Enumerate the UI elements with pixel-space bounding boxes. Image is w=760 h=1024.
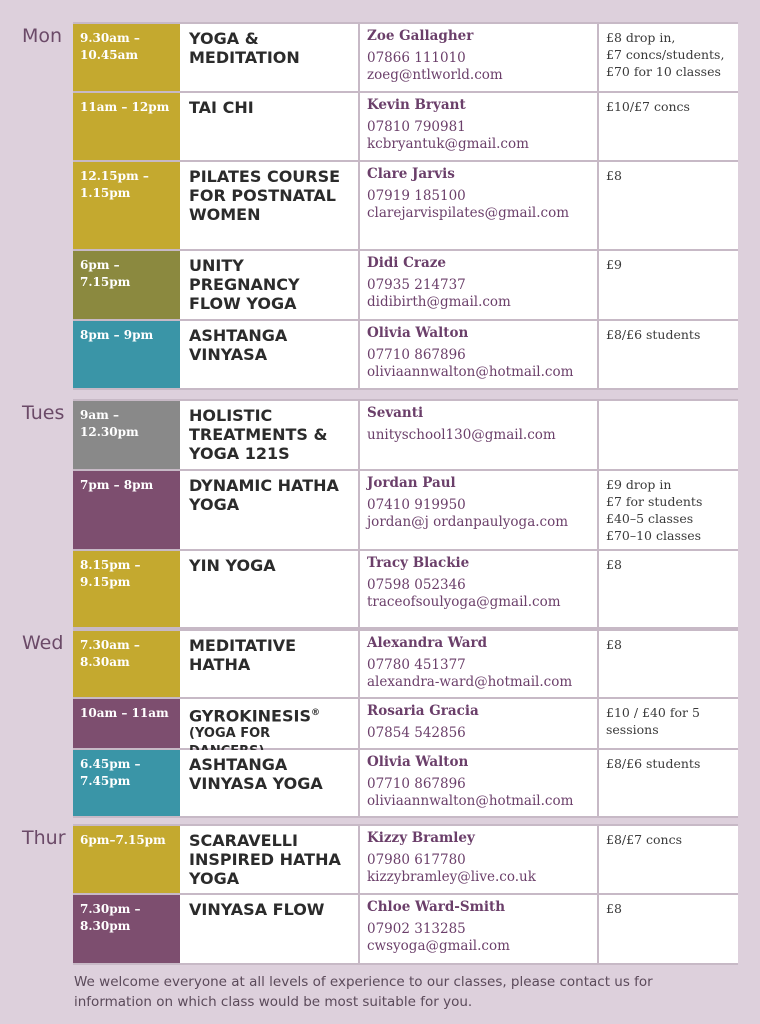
class-row — [73, 93, 738, 162]
teacher-email[interactable]: clarejarvispilates@gmail.com — [367, 205, 570, 221]
teacher-phone: 07980 617780 — [367, 852, 466, 868]
contact-cell — [360, 699, 599, 748]
class-price — [599, 93, 738, 160]
class-time: 6.45pm – 7.45pm — [73, 750, 180, 816]
teacher-name: Kizzy Bramley — [367, 830, 475, 846]
teacher-phone: 07780 451377 — [367, 657, 466, 673]
contact-cell — [360, 162, 599, 249]
teacher-email[interactable]: oliviaannwalton@hotmail.com — [367, 364, 574, 380]
class-row — [73, 401, 738, 471]
contact-cell — [360, 471, 599, 549]
price-line: £8/£6 students — [606, 327, 701, 342]
class-subtitle: (YOGA FOR — [189, 726, 271, 742]
teacher-name: Rosaria Gracia — [367, 703, 479, 719]
class-time: 10am – 11am — [73, 699, 180, 748]
teacher-name: Tracy Blackie — [367, 555, 470, 571]
price-line: £70–10 classes — [606, 528, 702, 543]
class-price — [599, 750, 738, 816]
teacher-phone: 07410 919950 — [367, 497, 466, 513]
class-price — [599, 699, 738, 748]
teacher-name: Chloe Ward-Smith — [367, 899, 506, 915]
teacher-email[interactable]: unityschool130@gmail.com — [367, 427, 556, 443]
teacher-email[interactable]: traceofsoulyoga@gmail.com — [367, 594, 561, 610]
contact-cell — [360, 750, 599, 816]
contact-cell — [360, 321, 599, 388]
class-name: ASHTANGA VINYASA YOGA — [180, 750, 360, 816]
teacher-email[interactable]: jordan@j ordanpaulyoga.com — [367, 514, 569, 530]
class-name: TAI CHI — [180, 93, 360, 160]
price-line: £7 for students — [606, 494, 703, 509]
price-line: £7 concs/students, — [606, 47, 725, 62]
class-price — [599, 471, 738, 549]
class-row — [73, 24, 738, 93]
class-row — [73, 631, 738, 699]
day-group-wed — [73, 629, 738, 818]
class-name: VINYASA FLOW — [180, 895, 360, 963]
price-line: £10 / £40 for 5 sessions — [606, 705, 700, 737]
contact-cell — [360, 631, 599, 697]
price-line: £8 — [606, 901, 622, 916]
teacher-email[interactable]: didibirth@gmail.com — [367, 294, 511, 310]
class-price — [599, 24, 738, 91]
class-time: 9.30am – 10.45am — [73, 24, 180, 91]
contact-cell — [360, 401, 599, 469]
teacher-phone: 07866 111010 — [367, 50, 466, 66]
class-price — [599, 895, 738, 963]
teacher-name: Sevanti — [367, 405, 424, 421]
class-price — [599, 162, 738, 249]
class-name: ASHTANGA VINYASA — [180, 321, 360, 388]
teacher-name: Didi Craze — [367, 255, 446, 271]
price-line: £9 drop in — [606, 477, 672, 492]
class-name: SCARAVELLI INSPIRED HATHA YOGA — [180, 826, 360, 893]
class-row — [73, 826, 738, 895]
price-line: £8 drop in, — [606, 30, 676, 45]
class-name: YOGA & MEDITATION — [180, 24, 360, 91]
price-line: £8/£6 students — [606, 756, 701, 771]
teacher-name: Clare Jarvis — [367, 166, 455, 182]
class-row — [73, 471, 738, 551]
teacher-email[interactable]: alexandra-ward@hotmail.com — [367, 674, 573, 690]
class-price — [599, 401, 738, 469]
class-row — [73, 251, 738, 321]
class-price — [599, 251, 738, 319]
class-name: DYNAMIC HATHA YOGA — [180, 471, 360, 549]
day-label-tues: Tues — [22, 402, 65, 424]
teacher-phone: 07919 185100 — [367, 188, 466, 204]
class-time: 6pm–7.15pm — [73, 826, 180, 893]
teacher-email[interactable]: zoeg@ntlworld.com — [367, 67, 503, 83]
teacher-phone: 07810 790981 — [367, 119, 466, 135]
teacher-phone: 07854 542856 — [367, 725, 466, 741]
teacher-email[interactable]: kizzybramley@live.co.uk — [367, 869, 536, 885]
class-name: GYROKINESIS® (YOGA FOR — [180, 699, 360, 748]
class-row — [73, 162, 738, 251]
class-name: MEDITATIVE HATHA — [180, 631, 360, 697]
teacher-name: Kevin Bryant — [367, 97, 466, 113]
class-name: PILATES COURSE FOR POSTNATAL WOMEN — [180, 162, 360, 249]
day-label-thur: Thur — [22, 827, 66, 849]
contact-cell — [360, 895, 599, 963]
day-group-mon — [73, 22, 738, 390]
price-line: £9 — [606, 257, 622, 272]
class-time: 8pm – 9pm — [73, 321, 180, 388]
price-line: £8 — [606, 168, 622, 183]
class-time: 6pm – 7.15pm — [73, 251, 180, 319]
class-time: 8.15pm – 9.15pm — [73, 551, 180, 627]
class-row — [73, 321, 738, 390]
teacher-phone: 07598 052346 — [367, 577, 466, 593]
class-time: 11am – 12pm — [73, 93, 180, 160]
class-name: HOLISTIC TREATMENTS & YOGA 121S — [180, 401, 360, 469]
class-row — [73, 551, 738, 629]
class-row — [73, 750, 738, 818]
class-time: 7pm – 8pm — [73, 471, 180, 549]
day-group-thur — [73, 824, 738, 965]
class-name: YIN YOGA — [180, 551, 360, 627]
class-time: 12.15pm – 1.15pm — [73, 162, 180, 249]
contact-cell — [360, 24, 599, 91]
teacher-name: Jordan Paul — [367, 475, 456, 491]
class-time: 7.30am – 8.30am — [73, 631, 180, 697]
teacher-phone: 07710 867896 — [367, 776, 466, 792]
class-time: 9am – 12.30pm — [73, 401, 180, 469]
teacher-phone: 07902 313285 — [367, 921, 466, 937]
class-name: UNITY PREGNANCY FLOW YOGA — [180, 251, 360, 319]
teacher-name: Olivia Walton — [367, 754, 469, 770]
contact-cell — [360, 251, 599, 319]
teacher-email[interactable]: oliviaannwalton@hotmail.com — [367, 793, 574, 809]
class-price — [599, 631, 738, 697]
price-line: £8 — [606, 557, 622, 572]
contact-cell — [360, 93, 599, 160]
price-line: £70 for 10 classes — [606, 64, 721, 79]
teacher-name: Olivia Walton — [367, 325, 469, 341]
day-label-mon: Mon — [22, 25, 63, 47]
class-row — [73, 699, 738, 750]
class-time: 7.30pm – 8.30pm — [73, 895, 180, 963]
teacher-phone: 07935 214737 — [367, 277, 466, 293]
teacher-phone: 07710 867896 — [367, 347, 466, 363]
teacher-email[interactable]: cwsyoga@gmail.com — [367, 938, 510, 954]
price-line: £8 — [606, 637, 622, 652]
contact-cell — [360, 826, 599, 893]
class-price — [599, 826, 738, 893]
day-label-wed: Wed — [22, 632, 64, 654]
teacher-email[interactable]: kcbryantuk@gmail.com — [367, 136, 529, 152]
price-line: £10/£7 concs — [606, 99, 690, 114]
teacher-name: Alexandra Ward — [367, 635, 488, 651]
class-price — [599, 551, 738, 627]
contact-cell — [360, 551, 599, 627]
price-line: £8/£7 concs — [606, 832, 682, 847]
teacher-name: Zoe Gallagher — [367, 28, 474, 44]
class-price — [599, 321, 738, 388]
price-line: £40–5 classes — [606, 511, 694, 526]
day-group-tues — [73, 399, 738, 629]
class-row — [73, 895, 738, 965]
footer-note: We welcome everyone at all levels of experience to our classes, please contact us for information on which class would be most suitable for you. — [74, 974, 653, 1010]
